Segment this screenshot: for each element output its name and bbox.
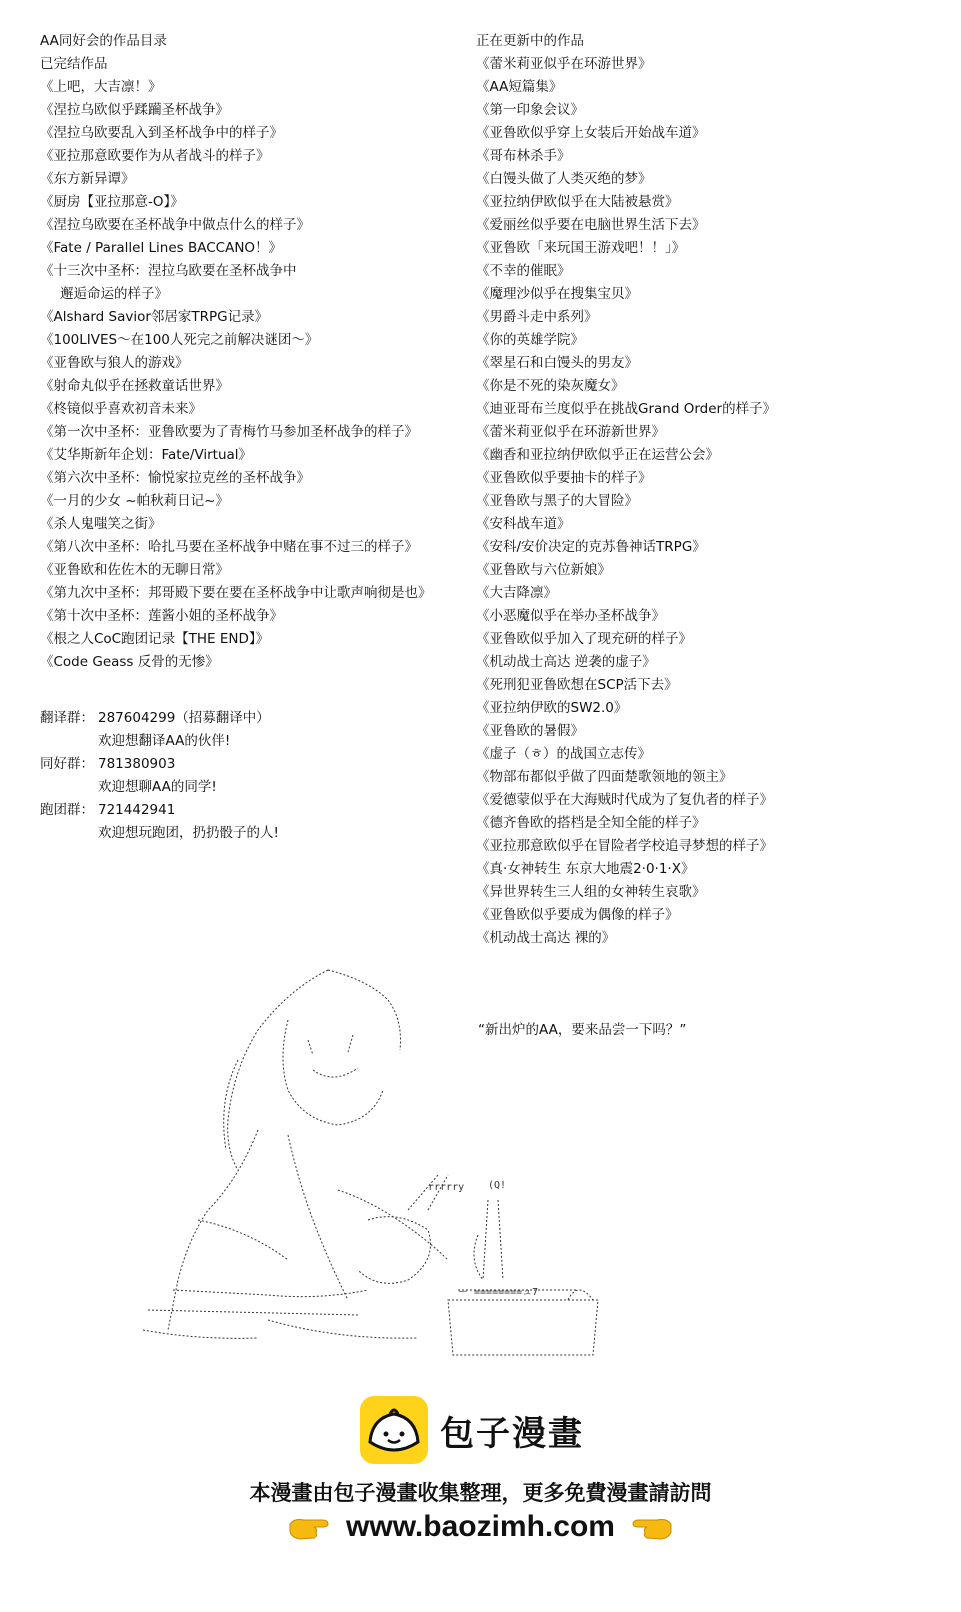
catalog-title: AA同好会的作品目录 xyxy=(40,33,167,49)
list-item: 《幽香和亚拉纳伊欧似乎正在运营公会》 xyxy=(476,447,719,463)
list-item-continuation: 邂逅命运的样子》 xyxy=(60,286,168,302)
list-item: 《亚鲁欧与黑子的大冒险》 xyxy=(476,493,638,509)
list-item: 《小恶魔似乎在举办圣杯战争》 xyxy=(476,608,665,624)
list-item: 《魔理沙似乎在搜集宝贝》 xyxy=(476,286,638,302)
list-item: 《厨房【亚拉那意-O】》 xyxy=(40,194,184,210)
list-item: 《亚鲁欧「来玩国王游戏吧！！」》 xyxy=(476,240,686,256)
list-item: 《Code Geass 反骨的无惨》 xyxy=(40,654,219,670)
list-item: 《亚拉那意欧要作为从者战斗的样子》 xyxy=(40,148,270,164)
list-item: 《真·女神转生 东京大地震2·0·1·X》 xyxy=(476,861,695,877)
list-item: 《亚拉纳伊欧似乎在大陆被悬赏》 xyxy=(476,194,679,210)
list-item: 《迪亚哥布兰度似乎在挑战Grand Order的样子》 xyxy=(476,401,777,417)
list-item: 《第八次中圣杯：哈扎马要在圣杯战争中赌在事不过三的样子》 xyxy=(40,539,418,555)
ongoing-works-column xyxy=(476,30,946,950)
list-item: 《蕾米莉亚似乎在环游世界》 xyxy=(476,56,652,72)
list-item: 《上吧，大吉凛！》 xyxy=(40,79,162,95)
list-item: 《第一次中圣杯：亚鲁欧要为了青梅竹马参加圣杯战争的样子》 xyxy=(40,424,418,440)
list-item: 《爱德蒙似乎在大海贼时代成为了复仇者的样子》 xyxy=(476,792,773,808)
list-item: 《东方新异谭》 xyxy=(40,171,135,187)
list-item: 《第九次中圣杯：邦哥殿下要在要在圣杯战争中让歌声响彻是也》 xyxy=(40,585,432,601)
list-item: 《亚鲁欧和佐佐木的无聊日常》 xyxy=(40,562,229,578)
group-note: 欢迎想玩跑团，扔扔骰子的人! xyxy=(98,825,279,841)
group-label: 翻译群： xyxy=(40,710,94,726)
pointing-hand-left-icon xyxy=(629,1512,673,1542)
list-item: 《杀人鬼嗤笑之街》 xyxy=(40,516,162,532)
site-url[interactable]: www.baozimh.com xyxy=(346,1510,615,1543)
group-note: 欢迎想聊AA的同学! xyxy=(98,779,217,795)
list-item: 《男爵斗走中系列》 xyxy=(476,309,598,325)
bun-logo-icon xyxy=(360,1396,428,1464)
list-item: 《亚鲁欧似乎要成为偶像的样子》 xyxy=(476,907,679,923)
list-item: 《亚鲁欧似乎加入了现充研的样子》 xyxy=(476,631,692,647)
list-item: 《安科战车道》 xyxy=(476,516,571,532)
art-quote: “新出炉的AA，要来品尝一下吗？” xyxy=(478,1022,687,1038)
list-item: 《一月的少女 ~帕秋莉日记~》 xyxy=(40,493,229,509)
list-item: 《翠星石和白馒头的男友》 xyxy=(476,355,638,371)
list-item: 《亚鲁欧与狼人的游戏》 xyxy=(40,355,189,371)
list-item: 《射命丸似乎在拯救童话世界》 xyxy=(40,378,229,394)
list-item: 《死刑犯亚鲁欧想在SCP活下去》 xyxy=(476,677,678,693)
list-item: 《涅拉乌欧要乱入到圣杯战争中的样子》 xyxy=(40,125,283,141)
completed-label: 已完结作品 xyxy=(40,56,108,72)
list-item: 《机动战士高达 裸的》 xyxy=(476,930,616,946)
list-item: 《哥布林杀手》 xyxy=(476,148,571,164)
group-number: 721442941 xyxy=(98,802,176,818)
group-row xyxy=(40,707,440,730)
group-number: 287604299（招募翻译中） xyxy=(98,710,270,726)
ongoing-works-list xyxy=(476,53,946,950)
list-item: 《亚鲁欧与六位新娘》 xyxy=(476,562,611,578)
completed-works-list xyxy=(40,76,480,674)
list-item: 《不幸的催眠》 xyxy=(476,263,571,279)
art-text-rrrry: rrrrry xyxy=(428,1182,465,1193)
list-item: 《AA短篇集》 xyxy=(476,79,563,95)
list-item: 《涅拉乌欧要在圣杯战争中做点什么的样子》 xyxy=(40,217,310,233)
url-row xyxy=(0,1510,961,1544)
group-row xyxy=(40,799,440,822)
list-item: 《蕾米莉亚似乎在环游新世界》 xyxy=(476,424,665,440)
art-text-eq: ー ========ュ7 xyxy=(458,1287,539,1298)
group-label: 跑团群： xyxy=(40,802,94,818)
list-item: 《柊镜似乎喜欢初音未来》 xyxy=(40,401,202,417)
list-item: 《100LIVES～在100人死完之前解决谜团～》 xyxy=(40,332,319,348)
list-item: 《亚鲁欧似乎要抽卡的样子》 xyxy=(476,470,652,486)
list-item: 《你的英雄学院》 xyxy=(476,332,584,348)
group-label: 同好群： xyxy=(40,756,94,772)
list-item: 《Alshard Savior邻居家TRPG记录》 xyxy=(40,309,269,325)
list-item: 《亚鲁欧似乎穿上女装后开始战车道》 xyxy=(476,125,706,141)
group-row xyxy=(40,753,440,776)
pointing-hand-right-icon xyxy=(288,1512,332,1542)
list-item: 《第六次中圣杯：愉悦家拉克丝的圣杯战争》 xyxy=(40,470,310,486)
list-item: 《物部布都似乎做了四面楚歌领地的领主》 xyxy=(476,769,733,785)
list-item: 《你是不死的染灰魔女》 xyxy=(476,378,625,394)
list-item: 《亚鲁欧的暑假》 xyxy=(476,723,584,739)
list-item: 《爱丽丝似乎要在电脑世界生活下去》 xyxy=(476,217,706,233)
list-item: 《亚拉那意欧似乎在冒险者学校追寻梦想的样子》 xyxy=(476,838,773,854)
list-item: 《机动战士高达 逆袭的虚子》 xyxy=(476,654,656,670)
list-item: 《异世界转生三人组的女神转生哀歌》 xyxy=(476,884,706,900)
list-item: 《Fate / Parallel Lines BACCANO！》 xyxy=(40,240,283,256)
list-item: 《十三次中圣杯：涅拉乌欧要在圣杯战争中 xyxy=(40,263,297,279)
art-text-q: (Q! xyxy=(488,1180,507,1191)
brand-name: 包子漫畫 xyxy=(440,1413,584,1454)
brand-logo-row xyxy=(360,1395,584,1465)
list-item: 《大吉降凛》 xyxy=(476,585,557,601)
list-item: 《第一印象会议》 xyxy=(476,102,584,118)
group-number: 781380903 xyxy=(98,756,176,772)
list-item: 《根之人CoC跑团记录【THE END】》 xyxy=(40,631,270,647)
list-item: 《虚子（ㅎ）的战国立志传》 xyxy=(476,746,652,762)
footer-notice: 本漫畫由包子漫畫收集整理，更多免費漫畫請訪問 xyxy=(249,1481,712,1505)
list-item: 《涅拉乌欧似乎蹂躏圣杯战争》 xyxy=(40,102,229,118)
list-item: 《德齐鲁欧的搭档是全知全能的样子》 xyxy=(476,815,706,831)
list-item: 《第十次中圣杯：莲酱小姐的圣杯战争》 xyxy=(40,608,283,624)
ongoing-title: 正在更新中的作品 xyxy=(476,33,584,49)
completed-works-column xyxy=(40,30,480,674)
list-item: 《亚拉纳伊欧的SW2.0》 xyxy=(476,700,628,716)
list-item: 《安科/安价决定的克苏鲁神话TRPG》 xyxy=(476,539,706,555)
group-note: 欢迎想翻译AA的伙伴! xyxy=(98,733,231,749)
list-item: 《艾华斯新年企划：Fate/Virtual》 xyxy=(40,447,253,463)
group-info xyxy=(40,707,440,845)
list-item: 《白馒头做了人类灭绝的梦》 xyxy=(476,171,652,187)
